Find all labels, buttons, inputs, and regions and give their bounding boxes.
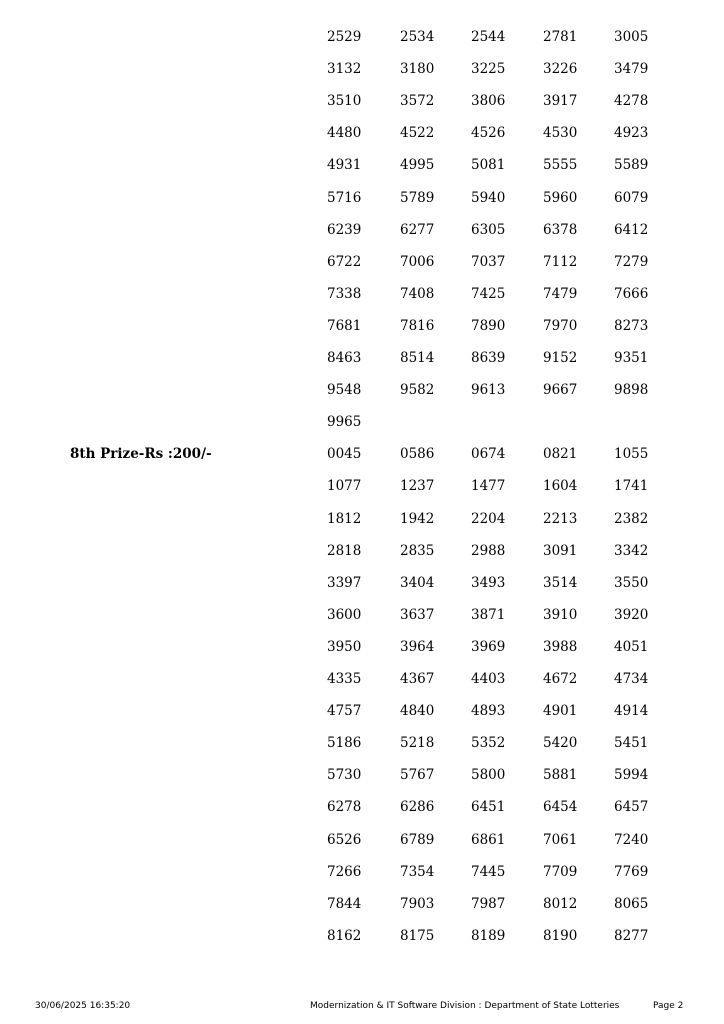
ticket-number: 6079 <box>614 189 649 206</box>
ticket-number: 5940 <box>471 189 506 206</box>
number-row <box>0 157 724 189</box>
ticket-number: 3005 <box>614 29 649 45</box>
ticket-number: 3806 <box>471 93 506 110</box>
number-row <box>0 799 724 831</box>
ticket-number: 4757 <box>327 703 362 720</box>
ticket-number: 4995 <box>400 157 435 174</box>
ticket-number: 8514 <box>400 350 435 366</box>
ticket-number: 3917 <box>543 93 578 110</box>
ticket-number: 7769 <box>614 863 649 880</box>
ticket-number: 7479 <box>543 285 578 302</box>
number-row <box>0 607 724 639</box>
ticket-number: 9351 <box>614 350 649 366</box>
ticket-number: 1741 <box>614 478 649 495</box>
ticket-number: 4367 <box>400 671 435 687</box>
number-row <box>0 767 724 799</box>
ticket-number: 7844 <box>327 895 362 912</box>
number-row <box>0 543 724 575</box>
ticket-number: 7903 <box>400 895 435 912</box>
ticket-number: 9548 <box>327 382 362 399</box>
number-row <box>0 318 724 350</box>
ticket-number: 1477 <box>471 478 506 495</box>
ticket-number: 5960 <box>543 189 578 206</box>
ticket-number: 9898 <box>614 382 649 399</box>
ticket-number: 7445 <box>471 863 506 880</box>
ticket-number: 9667 <box>543 382 578 399</box>
number-row <box>0 703 724 735</box>
ticket-number: 6278 <box>327 799 362 816</box>
footer-division: Modernization & IT Software Division : Department of State Lotteries <box>310 1001 620 1011</box>
number-row <box>0 382 724 414</box>
ticket-number: 7681 <box>327 317 362 334</box>
ticket-number: 4893 <box>471 703 506 720</box>
ticket-number: 3910 <box>543 606 578 623</box>
ticket-number: 4923 <box>614 125 649 142</box>
ticket-number: 3637 <box>400 606 435 623</box>
ticket-number: 2529 <box>327 29 362 45</box>
ticket-number: 1055 <box>614 446 649 463</box>
number-row <box>0 832 724 864</box>
ticket-number: 9965 <box>327 414 362 431</box>
ticket-number: 3871 <box>471 606 506 623</box>
ticket-number: 4526 <box>471 125 506 142</box>
number-row <box>0 222 724 254</box>
ticket-number: 8273 <box>614 317 649 334</box>
number-row <box>0 639 724 671</box>
ticket-number: 2382 <box>614 510 649 527</box>
ticket-number: 7890 <box>471 317 506 334</box>
ticket-number: 4840 <box>400 703 435 720</box>
ticket-number: 2544 <box>471 29 506 45</box>
ticket-number: 2835 <box>400 542 435 559</box>
ticket-number: 3091 <box>543 542 578 559</box>
ticket-number: 4931 <box>327 157 362 174</box>
ticket-number: 9152 <box>543 350 578 366</box>
ticket-number: 7709 <box>543 863 578 880</box>
ticket-number: 7279 <box>614 253 649 270</box>
ticket-number: 4914 <box>614 703 649 720</box>
ticket-number: 2781 <box>543 29 578 45</box>
ticket-number: 3132 <box>327 61 362 78</box>
ticket-number: 5789 <box>400 189 435 206</box>
ticket-number: 0674 <box>471 446 506 463</box>
ticket-number: 3950 <box>327 638 362 655</box>
ticket-number: 8639 <box>471 350 506 366</box>
number-row <box>0 671 724 703</box>
ticket-number: 3988 <box>543 638 578 655</box>
ticket-number: 4278 <box>614 93 649 110</box>
ticket-number: 5730 <box>327 767 362 784</box>
ticket-number: 0045 <box>327 446 362 463</box>
ticket-number: 6286 <box>400 799 435 816</box>
ticket-number: 3920 <box>614 606 649 623</box>
number-row <box>0 286 724 318</box>
ticket-number: 4522 <box>400 125 435 142</box>
ticket-number: 3404 <box>400 574 435 591</box>
ticket-number: 3180 <box>400 61 435 78</box>
ticket-number: 7006 <box>400 253 435 270</box>
ticket-number: 1237 <box>400 478 435 495</box>
ticket-number: 5881 <box>543 767 578 784</box>
ticket-number: 2534 <box>400 29 435 45</box>
number-row <box>0 864 724 896</box>
ticket-number: 5352 <box>471 735 506 752</box>
ticket-number: 6412 <box>614 221 649 238</box>
ticket-number: 5767 <box>400 767 435 784</box>
ticket-number: 5716 <box>327 189 362 206</box>
ticket-number: 8190 <box>543 927 578 944</box>
ticket-number: 3342 <box>614 542 649 559</box>
number-row <box>0 446 724 478</box>
ticket-number: 7338 <box>327 285 362 302</box>
ticket-number: 8175 <box>400 927 435 944</box>
ticket-number: 1942 <box>400 510 435 527</box>
number-row <box>0 928 724 960</box>
ticket-number: 6861 <box>471 831 506 848</box>
ticket-number: 5218 <box>400 735 435 752</box>
ticket-number: 5994 <box>614 767 649 784</box>
footer-page-number: Page 2 <box>653 1001 684 1011</box>
ticket-number: 5589 <box>614 157 649 174</box>
ticket-number: 5081 <box>471 157 506 174</box>
ticket-number: 7408 <box>400 285 435 302</box>
number-row <box>0 29 724 61</box>
number-row <box>0 254 724 286</box>
ticket-number: 6239 <box>327 221 362 238</box>
ticket-number: 7266 <box>327 863 362 880</box>
ticket-number: 9613 <box>471 382 506 399</box>
ticket-number: 4051 <box>614 638 649 655</box>
ticket-number: 7037 <box>471 253 506 270</box>
ticket-number: 6454 <box>543 799 578 816</box>
ticket-number: 7987 <box>471 895 506 912</box>
ticket-number: 8012 <box>543 895 578 912</box>
ticket-number: 2988 <box>471 542 506 559</box>
number-row <box>0 511 724 543</box>
ticket-number: 4901 <box>543 703 578 720</box>
ticket-number: 8189 <box>471 927 506 944</box>
ticket-number: 6378 <box>543 221 578 238</box>
number-row <box>0 735 724 767</box>
ticket-number: 7240 <box>614 831 649 848</box>
ticket-number: 3225 <box>471 61 506 78</box>
ticket-number: 7425 <box>471 285 506 302</box>
ticket-number: 6722 <box>327 253 362 270</box>
ticket-number: 6526 <box>327 831 362 848</box>
ticket-number: 8162 <box>327 927 362 944</box>
ticket-number: 3514 <box>543 574 578 591</box>
ticket-number: 5800 <box>471 767 506 784</box>
ticket-number: 5555 <box>543 157 578 174</box>
number-row <box>0 575 724 607</box>
ticket-number: 4734 <box>614 671 649 687</box>
ticket-number: 3493 <box>471 574 506 591</box>
ticket-number: 2213 <box>543 510 578 527</box>
ticket-number: 7354 <box>400 863 435 880</box>
number-row <box>0 93 724 125</box>
ticket-number: 8463 <box>327 350 362 366</box>
ticket-number: 6789 <box>400 831 435 848</box>
ticket-number: 6277 <box>400 221 435 238</box>
ticket-number: 3572 <box>400 93 435 110</box>
number-row <box>0 414 724 446</box>
ticket-number: 1604 <box>543 478 578 495</box>
ticket-number: 3479 <box>614 61 649 78</box>
ticket-number: 7970 <box>543 317 578 334</box>
ticket-number: 3969 <box>471 638 506 655</box>
ticket-number: 5451 <box>614 735 649 752</box>
ticket-number: 4530 <box>543 125 578 142</box>
number-row <box>0 350 724 382</box>
number-row <box>0 125 724 157</box>
ticket-number: 6451 <box>471 799 506 816</box>
ticket-number: 4335 <box>327 671 362 687</box>
ticket-number: 5186 <box>327 735 362 752</box>
ticket-number: 8065 <box>614 895 649 912</box>
ticket-number: 7061 <box>543 831 578 848</box>
number-row <box>0 61 724 93</box>
ticket-number: 3397 <box>327 574 362 591</box>
ticket-number: 5420 <box>543 735 578 752</box>
ticket-number: 2818 <box>327 542 362 559</box>
ticket-number: 4403 <box>471 671 506 687</box>
number-row <box>0 896 724 928</box>
ticket-number: 3550 <box>614 574 649 591</box>
ticket-number: 9582 <box>400 382 435 399</box>
ticket-number: 7666 <box>614 285 649 302</box>
ticket-number: 0821 <box>543 446 578 463</box>
prize-label: 8th Prize-Rs :200/- <box>70 446 212 463</box>
ticket-number: 7112 <box>543 253 578 270</box>
ticket-number: 3226 <box>543 61 578 78</box>
ticket-number: 3600 <box>327 606 362 623</box>
ticket-number: 4672 <box>543 671 578 687</box>
ticket-number: 7816 <box>400 317 435 334</box>
number-row <box>0 478 724 510</box>
ticket-number: 3510 <box>327 93 362 110</box>
ticket-number: 6457 <box>614 799 649 816</box>
number-row <box>0 190 724 222</box>
footer-timestamp: 30/06/2025 16:35:20 <box>35 1001 131 1011</box>
ticket-number: 8277 <box>614 927 649 944</box>
ticket-number: 0586 <box>400 446 435 463</box>
ticket-number: 4480 <box>327 125 362 142</box>
ticket-number: 2204 <box>471 510 506 527</box>
ticket-number: 1812 <box>327 510 362 527</box>
ticket-number: 3964 <box>400 638 435 655</box>
ticket-number: 6305 <box>471 221 506 238</box>
ticket-number: 1077 <box>327 478 362 495</box>
